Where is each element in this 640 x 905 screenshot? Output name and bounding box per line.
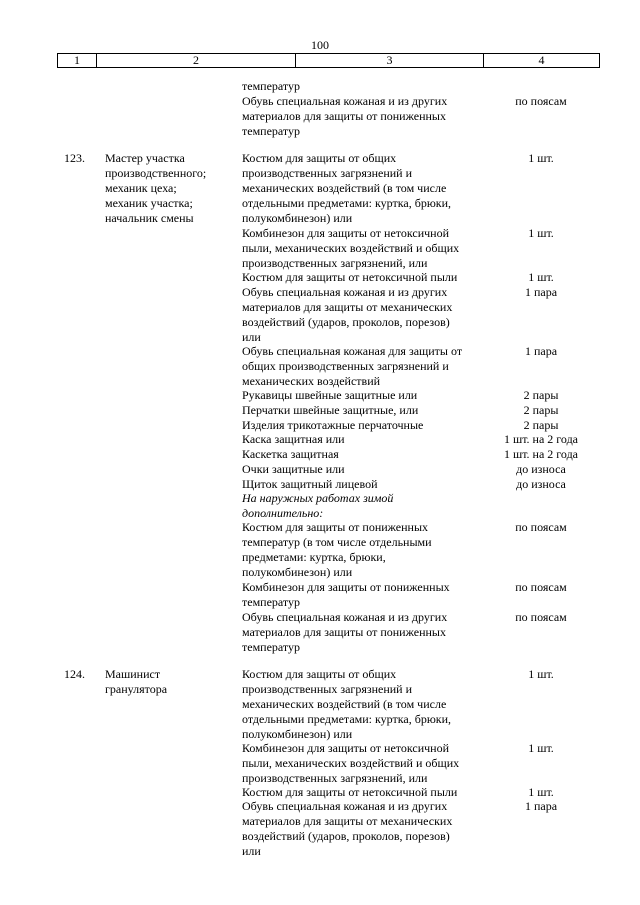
item-norm: 2 пары (523, 418, 559, 432)
item-text: Изделия трикотажные перчаточные (242, 418, 424, 432)
item-norm: 1 шт. (528, 741, 554, 755)
item-norm: 1 шт. (528, 151, 554, 165)
item-norm: по поясам (515, 94, 567, 108)
profession: Машинист гранулятора (105, 667, 168, 696)
item-text: Костюм для защиты от пониженных температур (в том числе отдельными предметами: куртка, брюки, полукомбинезон) или (242, 520, 432, 579)
item-text: Обувь специальная кожаная и из других материалов для защиты от механических воздействий (ударов, проколов, порезов) или (242, 799, 453, 858)
header-col-1: 1 (74, 53, 80, 67)
item-norm: 1 шт. (528, 226, 554, 240)
item-norm: 1 шт. (528, 785, 554, 799)
item-text: Костюм для защиты от нетоксичной пыли (242, 270, 458, 284)
section-note: На наружных работах зимой дополнительно: (242, 491, 394, 520)
item-text: Щиток защитный лицевой (242, 477, 378, 491)
item-norm: по поясам (515, 580, 567, 594)
item-text: Комбинезон для защиты от нетоксичной пыли, механических воздействий и общих производственных загрязнений, или (242, 741, 460, 785)
table-header (57, 53, 600, 68)
item-text: Комбинезон для защиты от пониженных температур (242, 580, 450, 609)
item-text: Рукавицы швейные защитные или (242, 388, 418, 402)
item-text: Обувь специальная кожаная для защиты от общих производственных загрязнений и механических воздействий (242, 344, 463, 388)
item-norm: 2 пары (523, 403, 559, 417)
item-norm: 1 шт. на 2 года (503, 432, 579, 446)
item-text: температур (242, 79, 301, 93)
item-norm: 1 шт. (528, 270, 554, 284)
item-norm: 2 пары (523, 388, 559, 402)
item-norm: 1 шт. на 2 года (503, 447, 579, 461)
entry-number: 124. (64, 667, 85, 681)
item-norm: по поясам (515, 520, 567, 534)
entry-number: 123. (64, 151, 85, 165)
item-text: Обувь специальная кожаная и из других материалов для защиты от пониженных температур (242, 94, 448, 138)
item-text: Обувь специальная кожаная и из других материалов для защиты от механических воздействий (ударов, проколов, порезов) или (242, 285, 453, 344)
item-norm: 1 пара (524, 344, 558, 358)
item-norm: 1 пара (524, 285, 558, 299)
item-text: Очки защитные или (242, 462, 345, 476)
item-text: Обувь специальная кожаная и из других материалов для защиты от пониженных температур (242, 610, 448, 654)
header-col-4: 4 (538, 53, 545, 67)
item-text: Каскетка защитная (242, 447, 339, 461)
item-text: Костюм для защиты от нетоксичной пыли (242, 785, 458, 799)
item-norm: по поясам (515, 610, 567, 624)
item-text: Костюм для защиты от общих производственных загрязнений и механических воздействий (в том числе отдельными предметами: куртка, брюки, полукомбинезон) или (242, 667, 452, 741)
page-number: 100 (311, 38, 329, 52)
header-col-2: 2 (193, 53, 199, 67)
item-text: Каска защитная или (242, 432, 345, 446)
profession: Мастер участка производственного; механик цеха; механик участка; начальник смены (105, 151, 207, 225)
item-text: Костюм для защиты от общих производственных загрязнений и механических воздействий (в том числе отдельными предметами: куртка, брюки, полукомбинезон) или (242, 151, 452, 225)
item-text: Комбинезон для защиты от нетоксичной пыли, механических воздействий и общих производственных загрязнений, или (242, 226, 460, 270)
item-norm: до износа (516, 462, 566, 476)
item-norm: 1 шт. (528, 667, 554, 681)
item-text: Перчатки швейные защитные, или (242, 403, 419, 417)
item-norm: 1 пара (524, 799, 558, 813)
header-col-3: 3 (386, 53, 393, 67)
item-norm: до износа (516, 477, 566, 491)
